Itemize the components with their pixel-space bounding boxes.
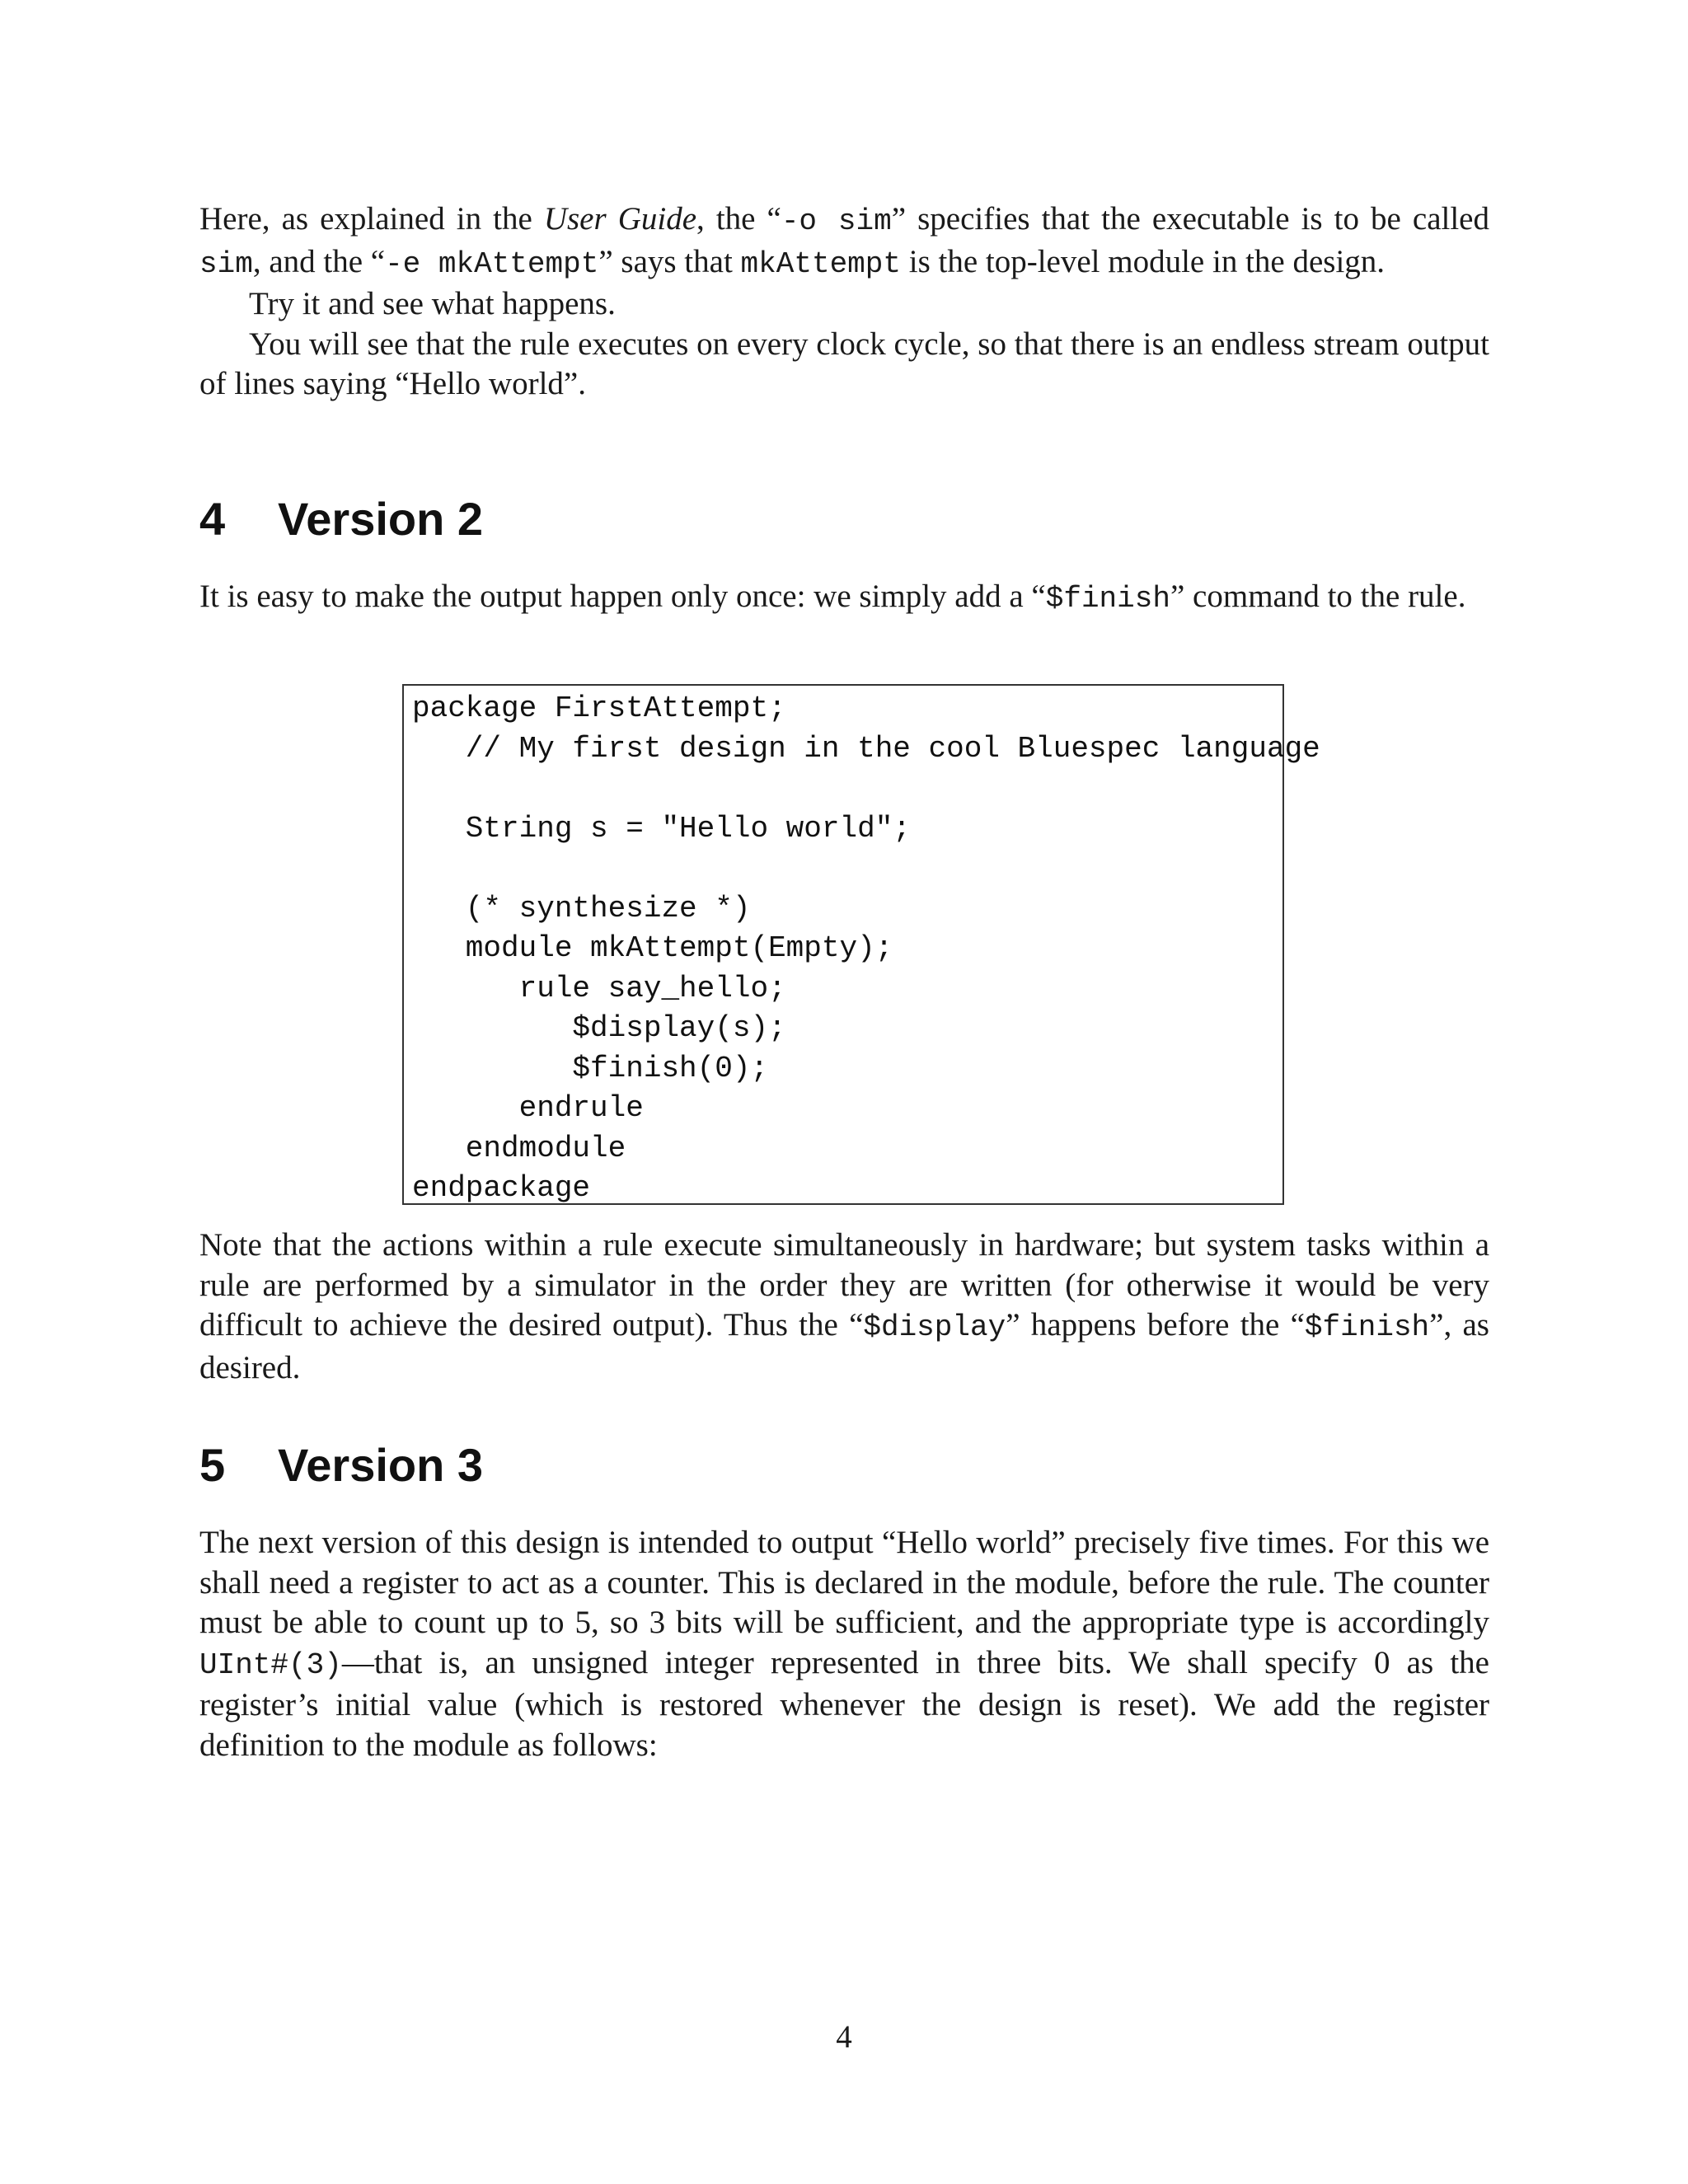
text-run: ” specifies that the executable is to be called: [891, 201, 1489, 237]
page-number: 4: [836, 2019, 852, 2055]
code-line: module mkAttempt(Empty);: [412, 931, 893, 965]
code-line: $finish(0);: [412, 1051, 769, 1085]
section-4-paragraph-1: [199, 577, 1489, 620]
text-run: is the top-level module in the design.: [900, 243, 1386, 279]
section-4-heading: [199, 493, 483, 546]
section-title: Version 3: [278, 1439, 484, 1491]
text-run: , and the “: [252, 243, 386, 279]
code-line: endpackage: [412, 1171, 591, 1205]
section-4-intro: [199, 577, 1489, 620]
inline-code: $finish: [1304, 1310, 1430, 1344]
code-listing: [402, 684, 1320, 1205]
section-5-body: [199, 1523, 1489, 1765]
text-run: The next version of this design is intended to output “Hello world” precisely five times. For this we shall need a register to act as a counter. This is declared in the module, before the rule. The counter must be able to count up to 5, so 3 bits will be sufficient, and the appropriate type is accordingly: [199, 1525, 1489, 1640]
section-5-paragraph-1: [199, 1523, 1489, 1765]
code-line: rule say_hello;: [412, 971, 786, 1005]
code-line: (* synthesize *): [412, 891, 751, 926]
inline-code: mkAttempt: [740, 246, 901, 281]
code-line: String s = "Hello world";: [412, 811, 911, 846]
text-run: ” command to the rule.: [1170, 579, 1466, 614]
section-5-heading: [199, 1439, 483, 1492]
text-run: Here, as explained in the: [199, 201, 544, 237]
intro-paragraph-2: Try it and see what happens.: [249, 286, 616, 321]
user-guide-reference: User Guide: [543, 201, 697, 237]
text-run: ”, as desired.: [199, 1307, 1489, 1385]
text-run: —that is, an unsigned integer represented in three bits. We shall specify 0 as the register’s initial value (which is restored whenever the design is reset). We add the register definition to the module as follows:: [199, 1644, 1489, 1763]
inline-code: sim: [199, 246, 253, 281]
inline-code: -o sim: [781, 204, 892, 238]
code-line: [412, 769, 1274, 809]
section-number: 5: [199, 1439, 226, 1491]
inline-code: -e mkAttempt: [385, 246, 599, 281]
code-line: endmodule: [412, 1131, 626, 1165]
intro-text: [199, 199, 1489, 405]
text-run: Note that the actions within a rule execute simultaneously in hardware; but system tasks within a rule are performed by a simulator in the order they are written (for otherwise it would be very difficult to achieve the desired output). Thus the “: [199, 1227, 1489, 1343]
section-title: Version 2: [278, 493, 484, 545]
text-run: It is easy to make the output happen only once: we simply add a “: [199, 579, 1046, 614]
intro-paragraph-1: [199, 199, 1489, 284]
section-number: 4: [199, 493, 226, 545]
inline-code: UInt#(3): [199, 1647, 342, 1682]
section-4-paragraph-2: [199, 1226, 1489, 1388]
text-run: ” happens before the “: [1006, 1307, 1305, 1343]
intro-paragraph-3: You will see that the rule executes on every clock cycle, so that there is an endless stream output of lines saying “Hello world”.: [199, 326, 1489, 401]
inline-code: $finish: [1045, 582, 1170, 616]
text-run: , the “: [696, 201, 781, 237]
section-4-note: [199, 1226, 1489, 1388]
code-line: // My first design in the cool Bluespec language: [412, 731, 1320, 766]
text-run: ” says that: [598, 243, 741, 279]
code-line: [412, 849, 1274, 889]
inline-code: $display: [863, 1310, 1006, 1344]
code-line: endrule: [412, 1091, 644, 1125]
code-line: $display(s);: [412, 1011, 786, 1045]
code-line: package FirstAttempt;: [412, 691, 786, 725]
